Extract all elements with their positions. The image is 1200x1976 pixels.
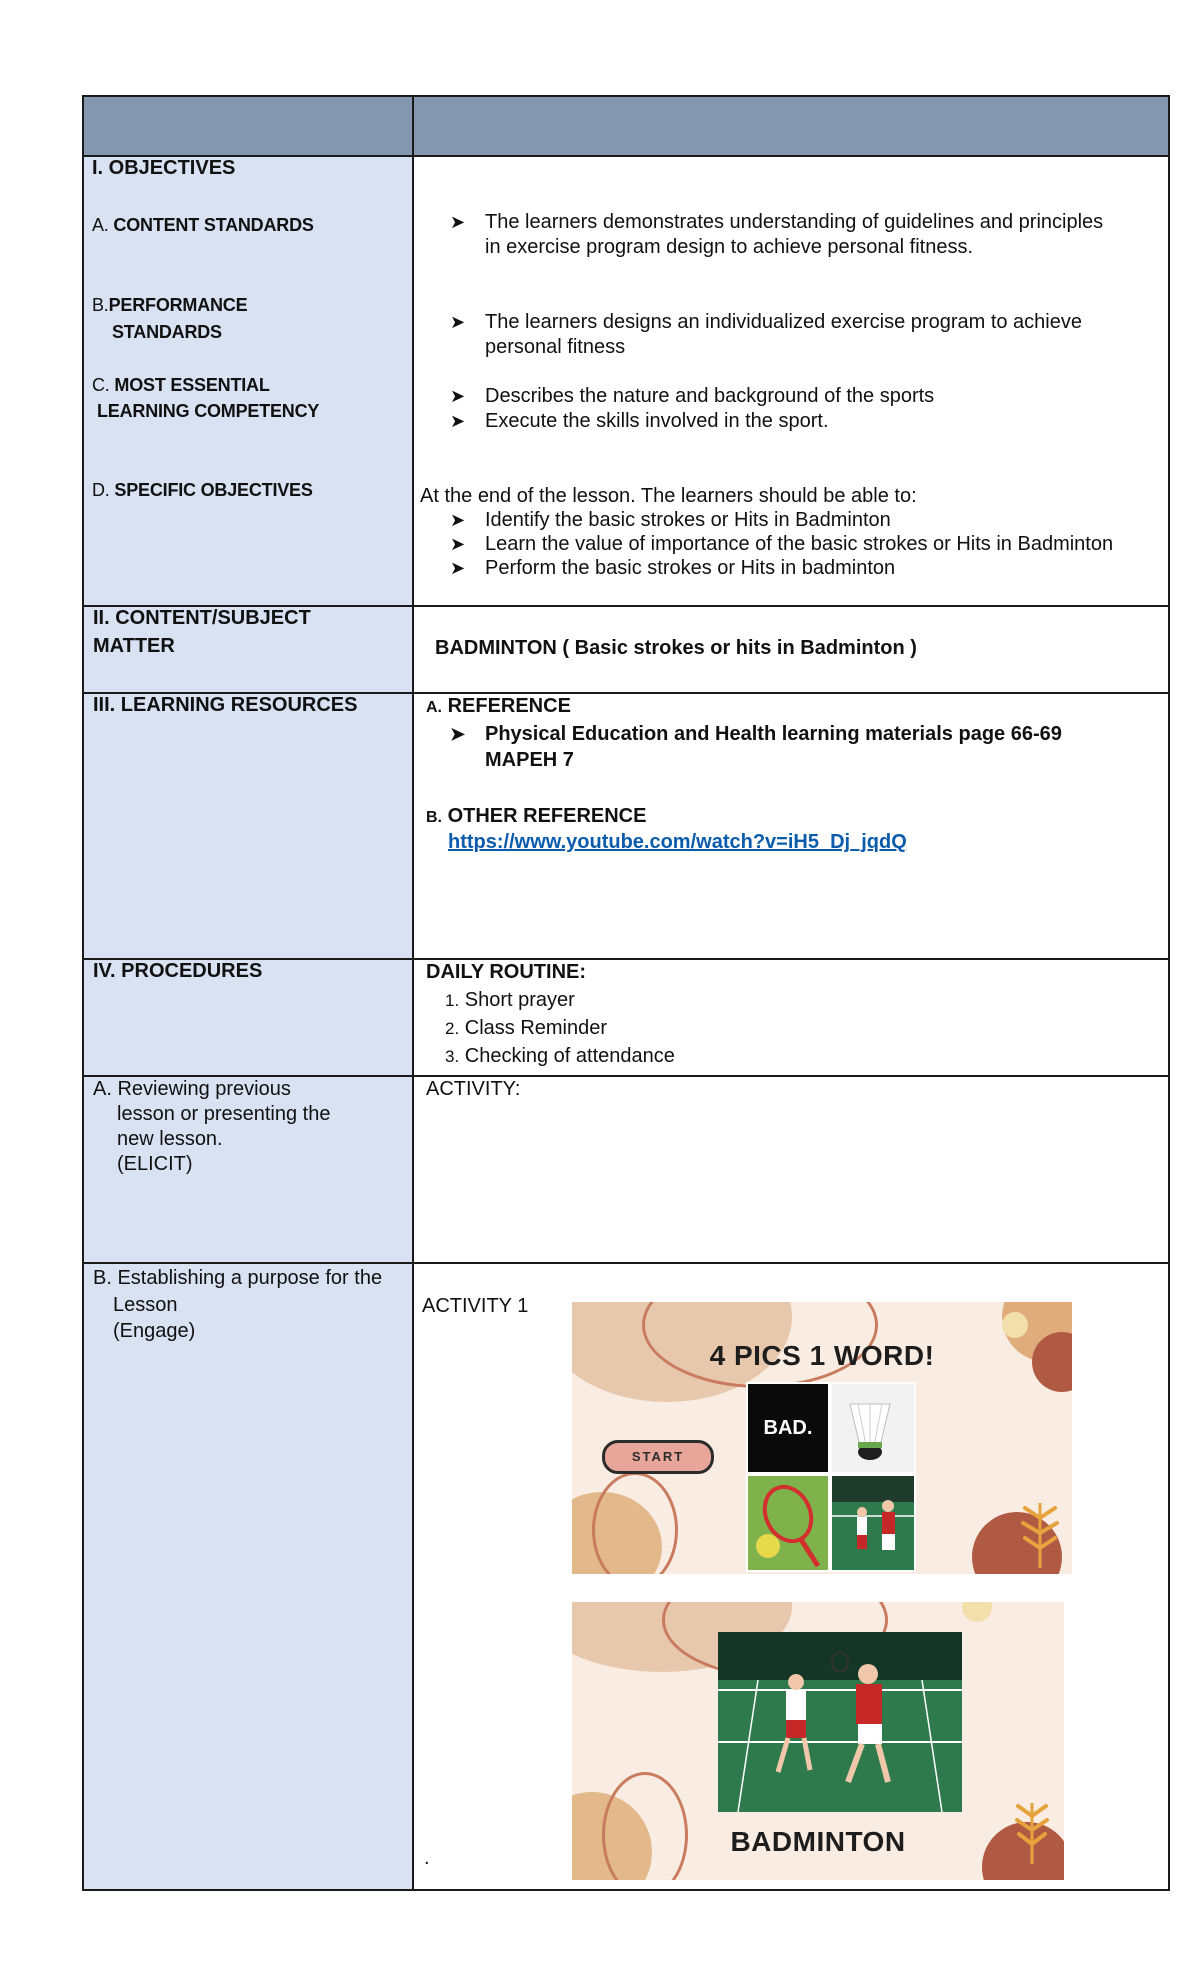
arrow-bullet-icon: ➤ <box>450 312 466 332</box>
objectives-heading: I. OBJECTIVES <box>92 157 236 179</box>
column-divider <box>412 95 414 1891</box>
specific-objectives-intro: At the end of the lesson. The learners should be able to: <box>420 485 917 507</box>
procedure-a-label: A. Reviewing previous <box>93 1078 291 1100</box>
content-standards-label: A. CONTENT STANDARDS <box>92 215 314 235</box>
reference-text-2: MAPEH 7 <box>485 749 574 771</box>
pic-tile-shuttlecock <box>832 1384 914 1472</box>
procedure-b-label-3: (Engage) <box>113 1320 196 1342</box>
procedure-a-label-2: lesson or presenting the <box>117 1103 331 1125</box>
procedure-a-label-4: (ELICIT) <box>117 1153 193 1175</box>
arrow-bullet-icon: ➤ <box>450 510 466 530</box>
decor-dot <box>962 1602 992 1622</box>
start-button[interactable]: START <box>602 1440 714 1474</box>
arrow-bullet-icon: ➤ <box>450 212 466 232</box>
competency-item: Describes the nature and background of the sports <box>485 385 935 407</box>
arrow-bullet-icon: ➤ <box>450 534 466 554</box>
shuttlecock-icon <box>832 1384 914 1472</box>
routine-item: 1. Short prayer <box>445 989 575 1011</box>
row-divider <box>82 155 1170 157</box>
pic-tile-racket <box>748 1476 828 1570</box>
performance-standards-text-1: The learners designs an individualized exercise program to achieve <box>485 311 1082 333</box>
reference-text-1: Physical Education and Health learning materials page 66-69 <box>485 723 1062 745</box>
decor-dot <box>1002 1312 1028 1338</box>
table-header-row <box>83 96 1169 156</box>
routine-item: 3. Checking of attendance <box>445 1045 675 1067</box>
content-heading: II. CONTENT/SUBJECT <box>93 607 311 629</box>
performance-standards-label-2: STANDARDS <box>112 322 222 342</box>
daily-routine-title: DAILY ROUTINE: <box>426 961 587 983</box>
table-border-right <box>1168 95 1170 1891</box>
four-pics-one-word-slide <box>572 1302 1072 1574</box>
leaf-icon <box>1014 1798 1050 1864</box>
content-heading-2: MATTER <box>93 635 175 657</box>
other-reference-label: B. OTHER REFERENCE <box>426 805 647 827</box>
procedures-heading: IV. PROCEDURES <box>93 960 263 982</box>
competency-label-2: LEARNING COMPETENCY <box>97 401 320 421</box>
performance-standards-text-2: personal fitness <box>485 336 626 358</box>
row-divider <box>82 1262 1170 1264</box>
competency-item: Execute the skills involved in the sport. <box>485 410 829 432</box>
resources-heading: III. LEARNING RESOURCES <box>93 694 358 716</box>
table-border-bottom <box>82 1889 1170 1891</box>
pic-tile-bad: BAD. <box>748 1384 828 1472</box>
content-subject-text: BADMINTON ( Basic strokes or hits in Badminton ) <box>435 637 917 659</box>
specific-objective-item: Identify the basic strokes or Hits in Badminton <box>485 509 891 531</box>
content-standards-text-1: The learners demonstrates understanding of guidelines and principles <box>485 211 1104 233</box>
arrow-bullet-icon: ➤ <box>450 386 466 406</box>
procedure-b-label-2: Lesson <box>113 1294 178 1316</box>
performance-standards-label: B.PERFORMANCE <box>92 295 248 315</box>
racket-icon <box>748 1476 828 1570</box>
slide-caption: BADMINTON <box>730 1826 906 1857</box>
procedure-a-label-3: new lesson. <box>117 1128 223 1150</box>
routine-item: 2. Class Reminder <box>445 1017 608 1039</box>
competency-label: C. MOST ESSENTIAL <box>92 375 270 395</box>
trailing-dot: . <box>424 1847 430 1869</box>
procedure-a-activity: ACTIVITY: <box>426 1078 521 1100</box>
players-icon <box>832 1476 914 1570</box>
decor-outline <box>592 1472 678 1574</box>
content-standards-text-2: in exercise program design to achieve personal fitness. <box>485 236 974 258</box>
table-border-left <box>82 95 84 1891</box>
specific-objective-item: Perform the basic strokes or Hits in badminton <box>485 557 896 579</box>
procedure-b-label: B. Establishing a purpose for the <box>93 1267 383 1289</box>
badminton-players-icon <box>718 1632 962 1812</box>
arrow-bullet-icon: ➤ <box>450 724 466 744</box>
specific-objective-item: Learn the value of importance of the basic strokes or Hits in Badminton <box>485 533 1114 555</box>
procedure-b-activity: ACTIVITY 1 <box>422 1295 529 1317</box>
slide-title: 4 PICS 1 WORD! <box>709 1340 935 1371</box>
badminton-slide <box>572 1602 1064 1880</box>
leaf-icon <box>1020 1498 1060 1568</box>
arrow-bullet-icon: ➤ <box>450 558 466 578</box>
youtube-link[interactable]: https://www.youtube.com/watch?v=iH5_Dj_jqdQ <box>448 831 907 853</box>
pic-tile-players <box>832 1476 914 1570</box>
arrow-bullet-icon: ➤ <box>450 411 466 431</box>
badminton-photo <box>718 1632 962 1812</box>
table-border-top <box>82 95 1170 97</box>
reference-label: A. REFERENCE <box>426 695 571 717</box>
specific-objectives-label: D. SPECIFIC OBJECTIVES <box>92 480 313 500</box>
